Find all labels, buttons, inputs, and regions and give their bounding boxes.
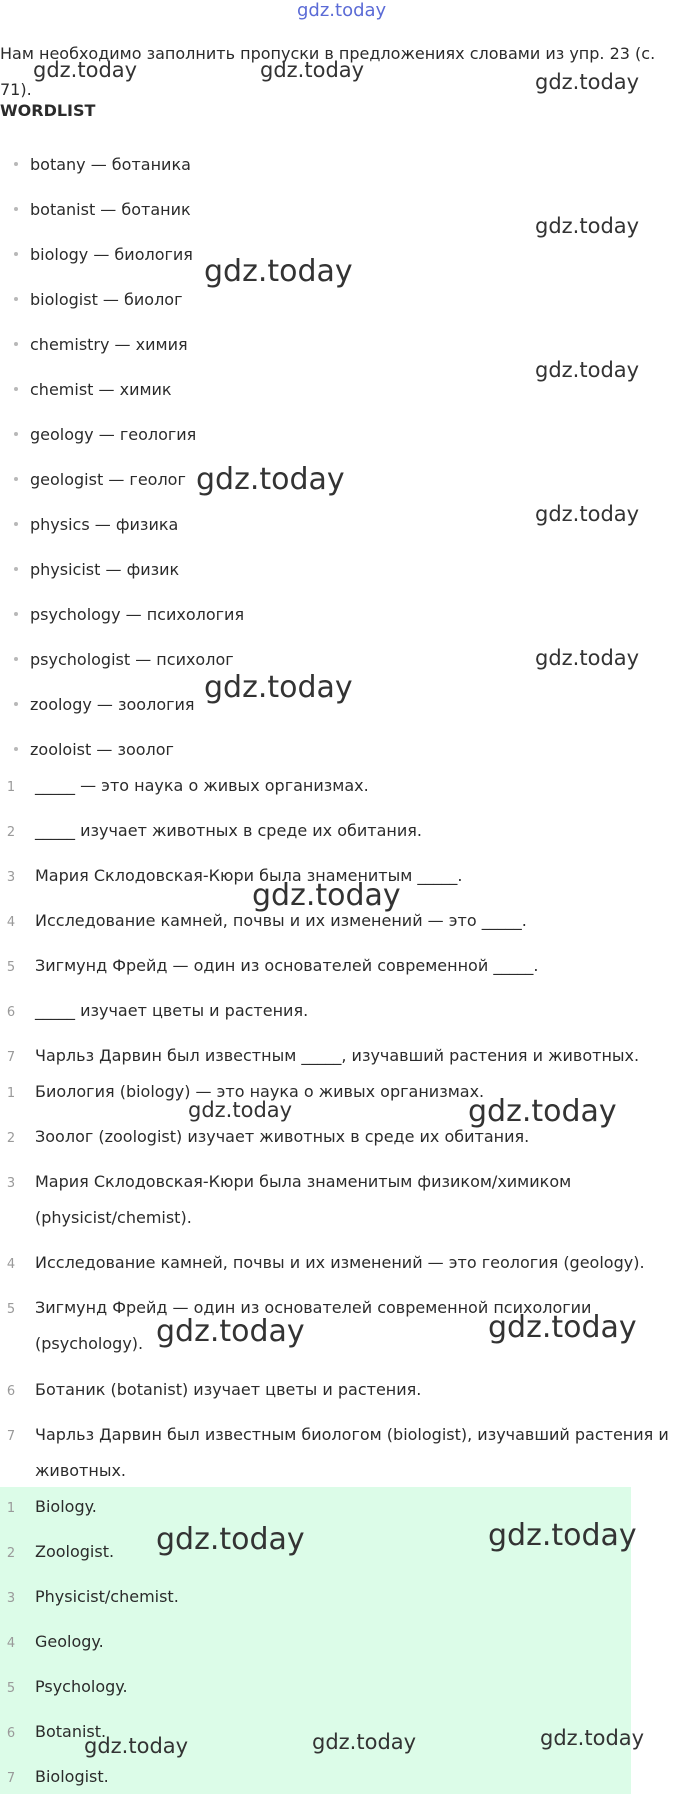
watermark: gdz.today — [540, 1726, 645, 1750]
wordlist-item: geology — геология — [14, 425, 196, 444]
wordlist-item: botany — ботаника — [14, 155, 191, 174]
watermark: gdz.today — [252, 878, 401, 913]
answer-item: 6 Botanist. — [6, 1722, 107, 1741]
bullet-icon — [14, 657, 18, 661]
exercise-item: 2 _____ изучает животных в среде их обитания. — [6, 821, 422, 840]
watermark: gdz.today — [33, 58, 138, 82]
wordlist-item: zooloist — зоолог — [14, 740, 174, 759]
watermark: gdz.today — [84, 1734, 189, 1758]
wordlist-item: psychologist — психолог — [14, 650, 234, 669]
exercise-item: 1 _____ — это наука о живых организмах. — [6, 776, 369, 795]
watermark: gdz.today — [488, 1310, 637, 1345]
wordlist-item: biology — биология — [14, 245, 193, 264]
wordlist-item: zoology — зоология — [14, 695, 195, 714]
bullet-icon — [14, 522, 18, 526]
translation-item: 6 Ботаник (botanist) изучает цветы и растения. — [6, 1380, 422, 1399]
translation-item-cont: животных. — [35, 1461, 126, 1480]
translation-item: 2 Зоолог (zoologist) изучает животных в среде их обитания. — [6, 1127, 530, 1146]
translation-item: 7 Чарльз Дарвин был известным биологом (biologist), изучавший растения и — [6, 1425, 669, 1444]
answer-item: 7 Biologist. — [6, 1767, 109, 1786]
watermark: gdz.today — [488, 1518, 637, 1553]
header-watermark: gdz.today — [297, 0, 387, 21]
answer-item: 4 Geology. — [6, 1632, 104, 1651]
watermark: gdz.today — [535, 358, 640, 382]
wordlist-item: chemistry — химия — [14, 335, 188, 354]
bullet-icon — [14, 477, 18, 481]
bullet-icon — [14, 702, 18, 706]
wordlist-item: physicist — физик — [14, 560, 179, 579]
wordlist-item: botanist — ботаник — [14, 200, 191, 219]
answer-item: 1 Biology. — [6, 1497, 97, 1516]
watermark: gdz.today — [535, 70, 640, 94]
bullet-icon — [14, 162, 18, 166]
translation-item-cont: (physicist/chemist). — [35, 1208, 192, 1227]
exercise-item: 6 _____ изучает цветы и растения. — [6, 1001, 309, 1020]
watermark: gdz.today — [260, 58, 365, 82]
wordlist-item: geologist — геолог — [14, 470, 186, 489]
bullet-icon — [14, 747, 18, 751]
translation-item: 5 Зигмунд Фрейд — один из основателей современной психологии — [6, 1298, 592, 1317]
watermark: gdz.today — [196, 462, 345, 497]
bullet-icon — [14, 387, 18, 391]
bullet-icon — [14, 342, 18, 346]
answer-item: 2 Zoologist. — [6, 1542, 115, 1561]
wordlist-item: psychology — психология — [14, 605, 244, 624]
bullet-icon — [14, 297, 18, 301]
watermark: gdz.today — [535, 646, 640, 670]
exercise-item: 7 Чарльз Дарвин был известным _____, изучавший растения и животных. — [6, 1046, 640, 1065]
bullet-icon — [14, 612, 18, 616]
answer-item: 5 Psychology. — [6, 1677, 128, 1696]
watermark: gdz.today — [204, 670, 353, 705]
watermark: gdz.today — [156, 1314, 305, 1349]
translation-item: 1 Биология (biology) — это наука о живых организмах. — [6, 1082, 485, 1101]
bullet-icon — [14, 207, 18, 211]
watermark: gdz.today — [535, 502, 640, 526]
watermark: gdz.today — [468, 1094, 617, 1129]
wordlist-item: physics — физика — [14, 515, 178, 534]
translation-item: 4 Исследование камней, почвы и их изменений — это геология (geology). — [6, 1253, 645, 1272]
watermark: gdz.today — [204, 254, 353, 289]
wordlist-title: WORDLIST — [0, 101, 96, 120]
bullet-icon — [14, 567, 18, 571]
watermark: gdz.today — [156, 1522, 305, 1557]
bullet-icon — [14, 252, 18, 256]
wordlist-item: biologist — биолог — [14, 290, 182, 309]
watermark: gdz.today — [535, 214, 640, 238]
exercise-item: 3 Мария Склодовская-Кюри была знаменитым _____. — [6, 866, 463, 885]
watermark: gdz.today — [188, 1098, 293, 1122]
translation-item: 3 Мария Склодовская-Кюри была знаменитым физиком/химиком — [6, 1172, 572, 1191]
exercise-item: 4 Исследование камней, почвы и их изменений — это _____. — [6, 911, 527, 930]
exercise-item: 5 Зигмунд Фрейд — один из основателей современной _____. — [6, 956, 539, 975]
wordlist-item: chemist — химик — [14, 380, 172, 399]
translation-item-cont: (psychology). — [35, 1334, 144, 1353]
bullet-icon — [14, 432, 18, 436]
answer-item: 3 Physicist/chemist. — [6, 1587, 179, 1606]
watermark: gdz.today — [312, 1730, 417, 1754]
intro-text: Нам необходимо заполнить пропуски в предложениях словами из упр. 23 (с. 71). — [0, 44, 656, 99]
